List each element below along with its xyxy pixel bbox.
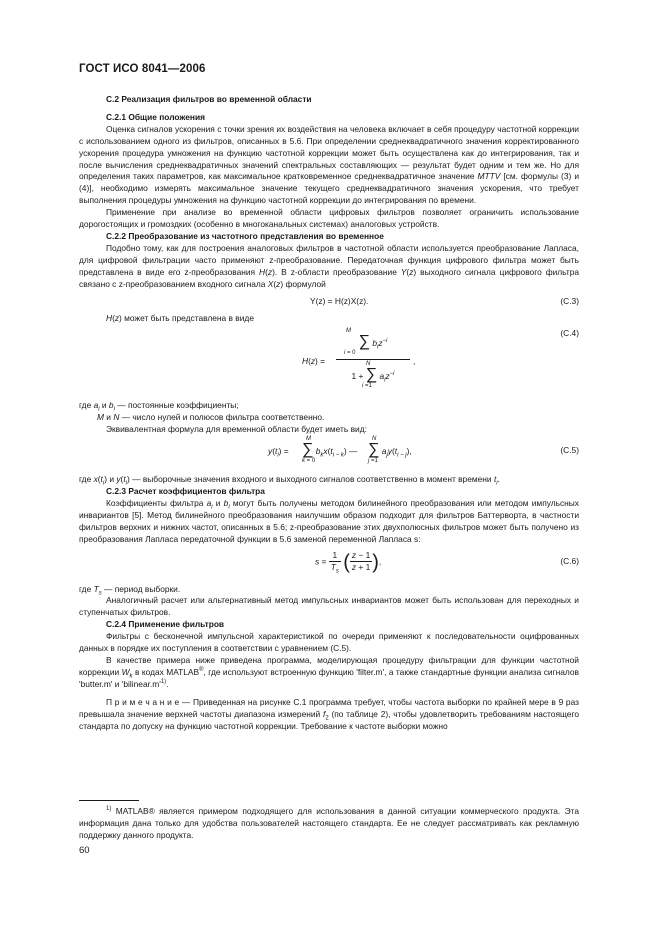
equation-c6-number: (С.6): [560, 555, 579, 566]
section-c24-title: С.2.4 Применение фильтров: [106, 619, 225, 630]
equation-c5-number: (С.5): [560, 445, 579, 456]
equation-c4: (С.4) H(z) = M ∑ $b_iz^{-i}$ i = 0 N 1 + ∑ $a_iz^{-i}$ i =1 ,: [302, 328, 579, 390]
equation-c3-number: (С.3): [560, 295, 579, 306]
equation-c4-number: (С.4): [560, 328, 579, 339]
body-text: [79, 94, 579, 732]
paragraph-3: Подобно тому, как для построения аналоговых фильтров в частотной области используется преобразование Лапласа, для цифровой фильтрации часто применяют z-преобразование. Передаточная функция цифрового фильтра может быть представлена в виде его z-преобразования H(z). В z-области преобразование Y(z) выходного сигнала цифрового фильтра связано с z-преобразованием входного сигнала X(z) формулой: [79, 242, 580, 289]
equation-c5: (С.5) $y(t_i)$ = M ∑ $b_kx(t_{i - k})$ — k = 0 N ∑ $a_jy(t_{i - j})$, j =1: [268, 436, 579, 465]
footnote: $^{1)}$ MATLAB® является примером подходящего для использования в данной ситуации коммерческого продукта. Эта информация дана только для удобства пользователей настоящего стандарта. Ее не следует рассматривать как рекламную поддержку данного продукта.: [79, 806, 579, 840]
paragraph-hz: H(z) может быть представлена в виде: [106, 312, 254, 323]
section-c2-title: С.2 Реализация фильтров во временной области: [106, 94, 312, 104]
page-number: 60: [79, 845, 90, 856]
section-c21-title: С.2.1 Общие положения: [106, 111, 205, 122]
note: П р и м е ч а н и е — Приведенная на рисунке С.1 программа требует, чтобы частота выборки по крайней мере в 9 раз превышала значение верхней частоты диапазона измерений $f_2$ (по таблице 2), чтобы удовлетворить требованиям настоящего стандарта по допуску на функцию частотной коррекции. Требование к частоте выборки можно: [79, 696, 579, 731]
paragraph-5: Аналогичный расчет или альтернативный метод импульсных инвариантов может быть использован для переходных и ступенчатых фильтров.: [79, 595, 579, 618]
equation-c6: [79, 546, 579, 584]
where-ts: где $T_s$ — период выборки.: [79, 583, 181, 597]
where-mn: M и N — число нулей и полюсов фильтра соответственно.: [97, 412, 325, 423]
paragraph-2: Применение при анализе во временной области цифровых фильтров позволяет ограничить использование дорогостоящих и громоздких (особенно в многоканальных системах) аналоговых устройств.: [79, 207, 579, 230]
page-header: ГОСТ ИСО 8041—2006: [79, 63, 206, 75]
paragraph-4: Коэффициенты фильтра $a_i$ и $b_i$ могут быть получены методом билинейного преобразования или методом импульсных инвариантов [5]. Метод билинейного преобразования наилучшим образом подходит для фильтров Баттерворта, в частности фильтров верхних и нижних частот, описанных в 5.6; z-преобразование этих двухполюсных фильтров может быть получено из преобразования Лапласа передаточной функции в 5.6 заменой переменной Лапласа s:: [79, 497, 579, 544]
where-xy: где $x(t_i)$ и $y(t_i)$ — выборочные значения входного и выходного сигналов соответственно в момент времени $t_i$.: [79, 474, 500, 487]
paragraph-6: Фильтры с бесконечной импульсной характеристикой по очереди применяют к последовательности оцифрованных данных в порядке их поступления в соответствии с уравнением (С.5).: [79, 631, 579, 654]
footnote-separator: [79, 800, 139, 801]
section-c23-title: С.2.3 Расчет коэффициентов фильтра: [106, 486, 265, 497]
equation-c3: [79, 291, 579, 313]
where-ab: где $a_i$ и $b_i$ — постоянные коэффициенты;: [79, 400, 239, 414]
section-c22-title: С.2.2 Преобразование из частотного представления во временное: [106, 230, 384, 241]
equation-c6-body: s = $\frac{1}{T_s}$ ( $\frac{z - 1}{z + 1}$ ),: [315, 549, 382, 576]
equivalent-text: Эквивалентная формула для временной области будет иметь вид:: [106, 424, 367, 435]
paragraph-1: Оценка сигналов ускорения с точки зрения их воздействия на человека включает в себя процедуру частотной коррекции с использованием одного из фильтров, описанных в 5.6. При определении среднеквадратичного значения корректированного ускорения процедура умножения на функцию частотной коррекции может быть осуществлена как до интегрирования, так и после вычисления среднеквадратичных значений спектральных составляющих — результат будет одним и тем же. Но для определения таких параметров, как максимальное кратковременное среднеквадратичное значение MTTV [см. формулы (3) и (4)], необходимо измерять максимальное значение текущего среднеквадратичного значения ускорения, что требует выполнения процедуры умножения на функцию частотной коррекции до интегрирования по времени.: [79, 123, 580, 206]
equation-c3-body: Y(z) = H(z)X(z).: [310, 295, 369, 306]
paragraph-7: В качестве примера ниже приведена программа, моделирующая процедуру фильтрации для функции частотной коррекции $W_k$ в кодах MATLAB®, где используют встроенную функцию 'filter.m', а также стандартные функции анализа сигналов 'butter.m' и '$bilinear.m'^{1)}$.: [79, 655, 580, 689]
